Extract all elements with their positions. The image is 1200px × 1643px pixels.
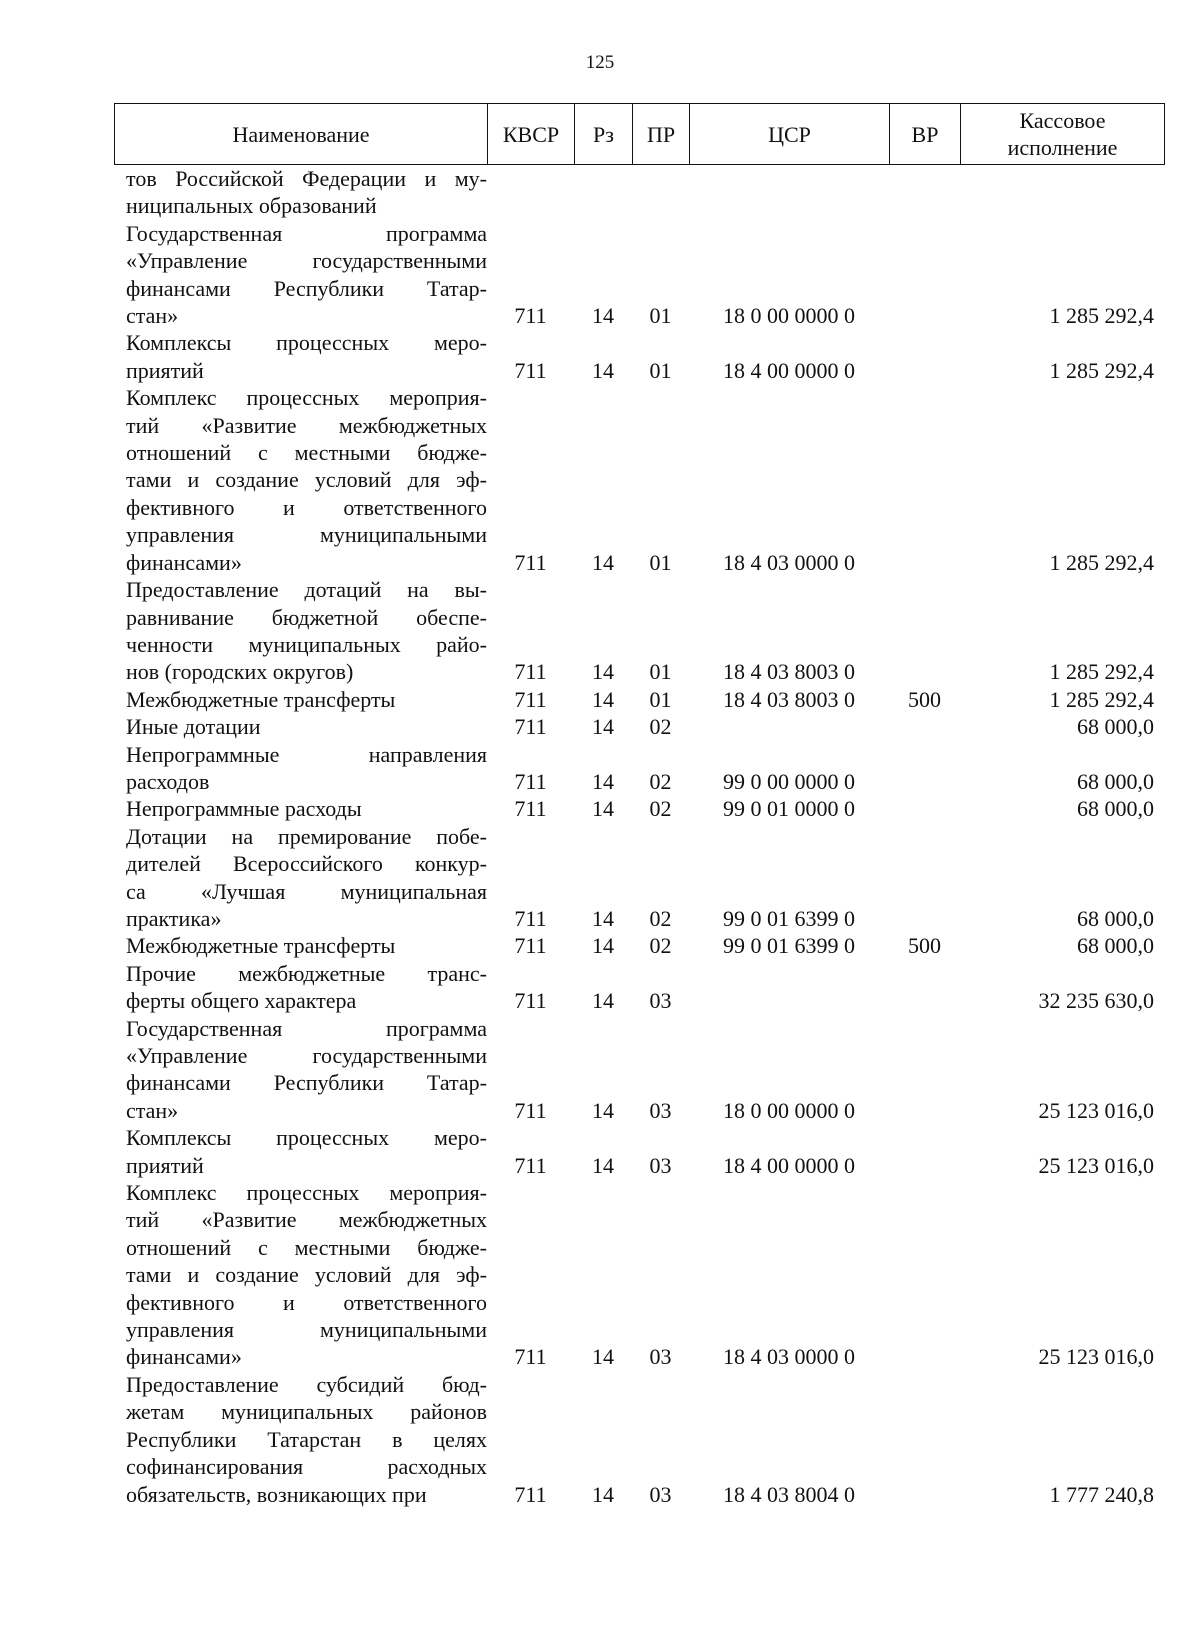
column-header-name: Наименование xyxy=(115,104,488,165)
cell-kvsr: 711 xyxy=(514,303,547,329)
name-line: Прочие межбюджетные транс- xyxy=(126,960,487,986)
name-line: приятий xyxy=(126,1152,204,1178)
name-line: Предоставление субсидий бюд- xyxy=(126,1371,487,1397)
cell-pr: 02 xyxy=(649,933,672,959)
name-line: финансами Республики Татар- xyxy=(126,1070,487,1096)
name-line: расходов xyxy=(126,768,210,794)
cell-kvsr: 711 xyxy=(514,933,547,959)
cell-pr: 01 xyxy=(649,303,672,329)
name-line: Комплекс процессных мероприя- xyxy=(126,1180,487,1206)
cell-name xyxy=(114,1124,487,1179)
cell-amount: 1 285 292,4 xyxy=(1049,549,1154,575)
name-line: тий «Развитие межбюджетных xyxy=(126,412,487,438)
name-line: практика» xyxy=(126,905,222,931)
cell-amount: 25 123 016,0 xyxy=(1038,1344,1154,1370)
cell-amount: 68 000,0 xyxy=(1077,933,1154,959)
table-row xyxy=(114,1015,1164,1125)
name-line: ферты общего характера xyxy=(126,988,357,1014)
name-line: стан» xyxy=(126,303,179,329)
cell-kvsr: 711 xyxy=(514,686,547,712)
cell-kvsr: 711 xyxy=(514,1152,547,1178)
cell-amount: 68 000,0 xyxy=(1077,796,1154,822)
name-line: Иные дотации xyxy=(126,714,261,740)
name-line: Комплексы процессных меро- xyxy=(126,330,487,356)
column-header-vr: ВР xyxy=(890,104,961,165)
name-line: Непрограммные расходы xyxy=(126,796,362,822)
name-line: Непрограммные направления xyxy=(126,741,487,767)
cell-pr: 02 xyxy=(649,796,672,822)
name-line: Комплекс процессных мероприя- xyxy=(126,385,487,411)
cell-pr: 02 xyxy=(649,905,672,931)
table-row xyxy=(114,220,1164,330)
cell-rz: 14 xyxy=(592,1481,614,1507)
table-row xyxy=(114,576,1164,686)
cell-csr: 18 4 00 0000 0 xyxy=(723,357,855,383)
name-line: обязательств, возникающих при xyxy=(126,1481,427,1507)
cell-amount: 1 777 240,8 xyxy=(1049,1481,1154,1507)
cell-kvsr: 711 xyxy=(514,988,547,1014)
table-row xyxy=(114,329,1164,384)
cell-amount: 68 000,0 xyxy=(1077,905,1154,931)
name-line: Государственная программа xyxy=(126,1015,487,1041)
cell-rz: 14 xyxy=(592,1344,614,1370)
cell-name xyxy=(114,576,487,686)
name-line: финансами» xyxy=(126,1344,242,1370)
cell-name xyxy=(114,165,487,220)
cell-rz: 14 xyxy=(592,714,614,740)
name-line: управления муниципальными xyxy=(126,1317,487,1343)
cell-kvsr: 711 xyxy=(514,768,547,794)
name-line: фективного и ответственного xyxy=(126,1289,487,1315)
name-line: тий «Развитие межбюджетных xyxy=(126,1207,487,1233)
cell-rz: 14 xyxy=(592,659,614,685)
cell-rz: 14 xyxy=(592,768,614,794)
cell-pr: 01 xyxy=(649,686,672,712)
table-row xyxy=(114,1371,1164,1508)
name-line: финансами» xyxy=(126,549,242,575)
cell-rz: 14 xyxy=(592,933,614,959)
cell-name xyxy=(114,741,487,796)
cell-csr: 18 4 00 0000 0 xyxy=(723,1152,855,1178)
cell-kvsr: 711 xyxy=(514,905,547,931)
cell-amount: 1 285 292,4 xyxy=(1049,303,1154,329)
cell-rz: 14 xyxy=(592,357,614,383)
cell-name xyxy=(114,1371,487,1508)
cell-name xyxy=(114,795,487,822)
cell-name xyxy=(114,220,487,330)
name-line: са «Лучшая муниципальная xyxy=(126,878,487,904)
name-line: нов (городских округов) xyxy=(126,659,354,685)
cell-amount: 1 285 292,4 xyxy=(1049,659,1154,685)
cell-pr: 01 xyxy=(649,357,672,383)
column-header-csr: ЦСР xyxy=(690,104,890,165)
name-line: тами и создание условий для эф- xyxy=(126,1262,487,1288)
cell-csr: 18 4 03 0000 0 xyxy=(723,549,855,575)
table-row xyxy=(114,932,1164,959)
name-line: софинансирования расходных xyxy=(126,1454,487,1480)
cell-csr: 99 0 00 0000 0 xyxy=(723,768,855,794)
cell-rz: 14 xyxy=(592,988,614,1014)
name-line: Государственная программа xyxy=(126,220,487,246)
cell-name xyxy=(114,686,487,713)
cell-name xyxy=(114,713,487,740)
cell-pr: 03 xyxy=(649,988,672,1014)
name-line: тов Российской Федерации и му- xyxy=(126,166,487,191)
column-header-rz: Рз xyxy=(575,104,633,165)
cell-kvsr: 711 xyxy=(514,714,547,740)
name-line: дителей Всероссийского конкур- xyxy=(126,851,487,877)
cell-csr: 99 0 01 6399 0 xyxy=(723,905,855,931)
cell-amount: 1 285 292,4 xyxy=(1049,357,1154,383)
column-header-amount: Кассовое исполнение xyxy=(961,104,1165,165)
name-line: «Управление государственными xyxy=(126,248,487,274)
cell-kvsr: 711 xyxy=(514,796,547,822)
cell-vr: 500 xyxy=(908,686,941,712)
cell-amount: 68 000,0 xyxy=(1077,768,1154,794)
table-row xyxy=(114,686,1164,713)
cell-name xyxy=(114,932,487,959)
table-row xyxy=(114,823,1164,933)
name-line: Межбюджетные трансферты xyxy=(126,933,396,959)
cell-csr: 18 4 03 8003 0 xyxy=(723,686,855,712)
cell-pr: 02 xyxy=(649,714,672,740)
cell-csr: 18 4 03 0000 0 xyxy=(723,1344,855,1370)
name-line: «Управление государственными xyxy=(126,1043,487,1068)
cell-rz: 14 xyxy=(592,905,614,931)
name-line: Республики Татарстан в целях xyxy=(126,1426,487,1452)
cell-rz: 14 xyxy=(592,303,614,329)
cell-csr: 18 4 03 8004 0 xyxy=(723,1481,855,1507)
name-line: ниципальных образований xyxy=(126,193,377,219)
cell-pr: 02 xyxy=(649,768,672,794)
name-line: стан» xyxy=(126,1097,179,1123)
cell-name xyxy=(114,384,487,576)
cell-name xyxy=(114,1179,487,1371)
name-line: тами и создание условий для эф- xyxy=(126,467,487,493)
cell-name xyxy=(114,1015,487,1125)
cell-kvsr: 711 xyxy=(514,549,547,575)
cell-pr: 01 xyxy=(649,549,672,575)
table-row xyxy=(114,795,1164,822)
cell-amount: 32 235 630,0 xyxy=(1038,988,1154,1014)
cell-kvsr: 711 xyxy=(514,357,547,383)
column-header-kvsr: КВСР xyxy=(488,104,575,165)
name-line: финансами Республики Татар- xyxy=(126,275,487,301)
cell-name xyxy=(114,823,487,933)
cell-amount: 25 123 016,0 xyxy=(1038,1097,1154,1123)
name-line: отношений с местными бюдже- xyxy=(126,440,487,466)
cell-rz: 14 xyxy=(592,796,614,822)
cell-kvsr: 711 xyxy=(514,1097,547,1123)
cell-amount: 68 000,0 xyxy=(1077,714,1154,740)
cell-csr: 18 0 00 0000 0 xyxy=(723,303,855,329)
table-row xyxy=(114,1179,1164,1371)
name-line: фективного и ответственного xyxy=(126,494,487,520)
cell-rz: 14 xyxy=(592,1152,614,1178)
name-line: Межбюджетные трансферты xyxy=(126,686,396,712)
name-line: приятий xyxy=(126,357,204,383)
table-row xyxy=(114,960,1164,1015)
cell-pr: 03 xyxy=(649,1152,672,1178)
table-row xyxy=(114,741,1164,796)
column-header-pr: ПР xyxy=(633,104,690,165)
name-line: Дотации на премирование побе- xyxy=(126,823,487,849)
cell-csr: 18 0 00 0000 0 xyxy=(723,1097,855,1123)
cell-name xyxy=(114,960,487,1015)
cell-amount: 25 123 016,0 xyxy=(1038,1152,1154,1178)
name-line: Комплексы процессных меро- xyxy=(126,1125,487,1151)
cell-csr: 99 0 01 6399 0 xyxy=(723,933,855,959)
table-row xyxy=(114,1124,1164,1179)
table-row xyxy=(114,713,1164,740)
cell-name xyxy=(114,329,487,384)
table-header xyxy=(114,103,1165,165)
name-line: жетам муниципальных районов xyxy=(126,1399,487,1425)
cell-amount: 1 285 292,4 xyxy=(1049,686,1154,712)
name-line: равнивание бюджетной обеспе- xyxy=(126,604,487,630)
name-line: отношений с местными бюдже- xyxy=(126,1234,487,1260)
cell-kvsr: 711 xyxy=(514,1481,547,1507)
page-number: 125 xyxy=(585,52,615,73)
cell-pr: 01 xyxy=(649,659,672,685)
cell-rz: 14 xyxy=(592,686,614,712)
cell-pr: 03 xyxy=(649,1344,672,1370)
cell-csr: 99 0 01 0000 0 xyxy=(723,796,855,822)
cell-csr: 18 4 03 8003 0 xyxy=(723,659,855,685)
table-row xyxy=(114,384,1164,576)
name-line: управления муниципальными xyxy=(126,522,487,548)
cell-kvsr: 711 xyxy=(514,1344,547,1370)
table-body xyxy=(114,165,1164,1508)
name-line: Предоставление дотаций на вы- xyxy=(126,577,487,603)
cell-kvsr: 711 xyxy=(514,659,547,685)
table-row xyxy=(114,165,1164,220)
cell-pr: 03 xyxy=(649,1097,672,1123)
name-line: ченности муниципальных райо- xyxy=(126,631,487,657)
cell-pr: 03 xyxy=(649,1481,672,1507)
cell-rz: 14 xyxy=(592,549,614,575)
cell-rz: 14 xyxy=(592,1097,614,1123)
cell-vr: 500 xyxy=(908,933,941,959)
